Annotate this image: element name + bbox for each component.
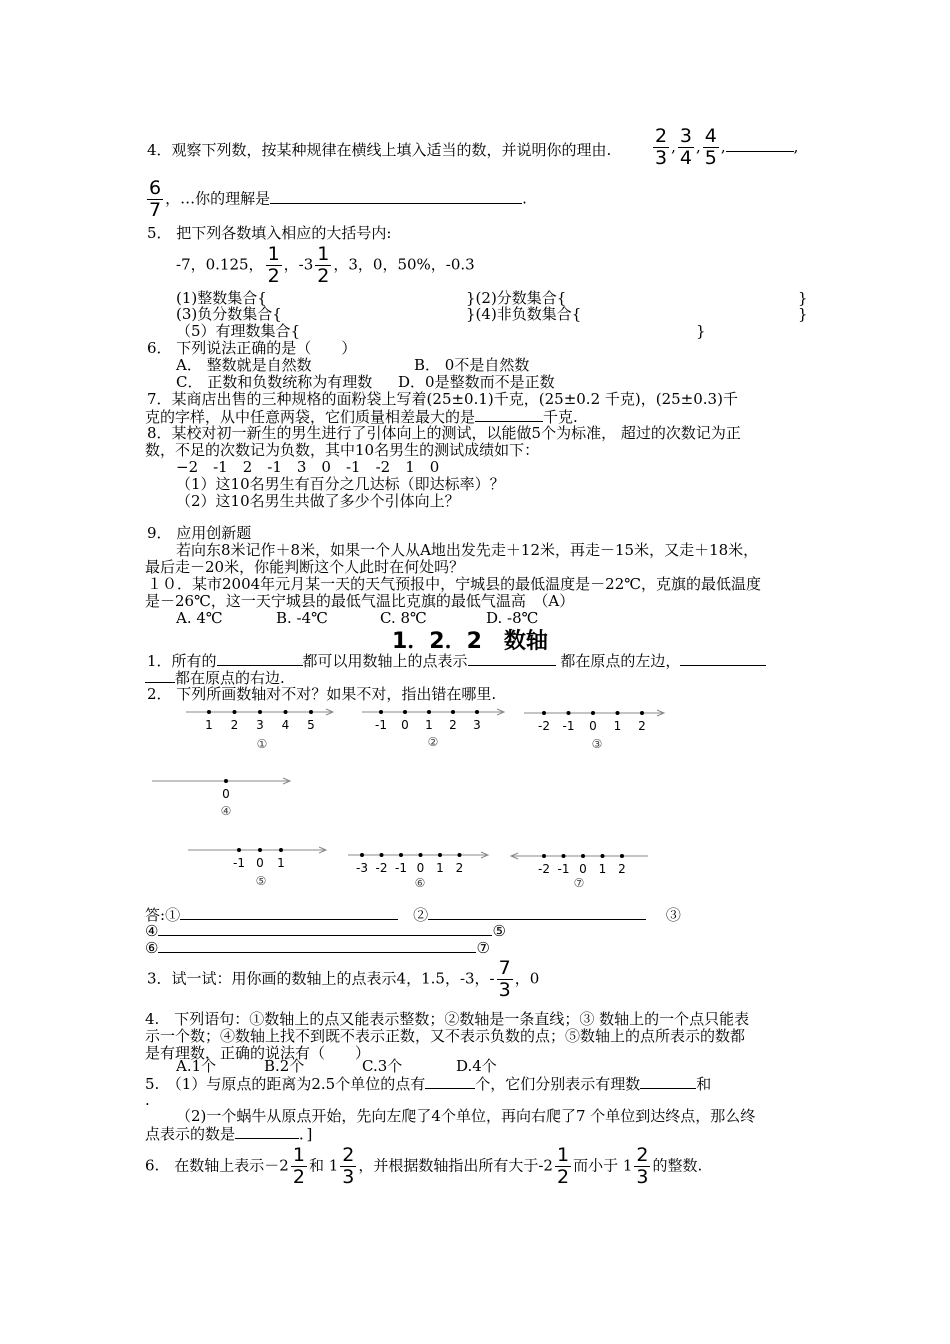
marker-4: ④ — [145, 922, 159, 940]
s4-line3: 是有理数．正确的说法有（ ） — [145, 1044, 371, 1062]
marker-7: ⑦ — [476, 939, 490, 957]
answer-blank[interactable] — [468, 652, 556, 666]
integer-set-label: (1)整数集合{ — [176, 289, 267, 307]
q10-option-b[interactable]: B. -4℃ — [276, 609, 328, 627]
s5-text: 和 — [696, 1075, 712, 1093]
tick-point — [438, 853, 442, 857]
negative-fraction-set-label: (3)负分数集合{ — [176, 305, 282, 323]
s6-text: 的整数. — [652, 1156, 703, 1175]
fraction-set-label: }(2)分数集合{ — [466, 289, 567, 307]
tick-label: -1 — [557, 862, 570, 876]
numerator: 7 — [498, 957, 511, 979]
tick-label: 1 — [425, 718, 433, 732]
q8-scores: −2 -1 2 -1 3 0 -1 -2 1 0 — [176, 458, 440, 476]
answer-line3 — [145, 939, 490, 957]
numerator: 6 — [149, 177, 162, 199]
q5-numbers — [176, 244, 475, 287]
tick-point — [224, 779, 228, 783]
rational-set-label: （5）有理数集合{ — [176, 322, 301, 340]
s2-stem: 2． 下列所画数轴对不对？如果不对，指出错在哪里. — [147, 685, 497, 703]
tick-label: -2 — [538, 862, 550, 876]
numerator: 2 — [636, 1144, 649, 1166]
tick-point — [419, 853, 423, 857]
fraction — [340, 1145, 356, 1188]
brace-close: } — [798, 289, 808, 307]
fraction — [678, 126, 694, 169]
marker-6: ⑥ — [145, 939, 159, 957]
s4-option-b[interactable]: B.2个 — [264, 1057, 305, 1075]
q5-nums: ，-3 — [283, 255, 314, 274]
fraction — [497, 958, 513, 1001]
tick-point — [309, 710, 313, 714]
figure-label: ⑦ — [573, 876, 585, 890]
tick-point — [379, 710, 383, 714]
tick-point — [567, 711, 571, 715]
tick-label: 0 — [416, 861, 425, 875]
q6-option-d[interactable]: D．0是整数而不是正数 — [398, 373, 555, 391]
s5-text: 5. （1）与原点的距离为2.5个单位的点有 — [145, 1075, 426, 1093]
denominator: 3 — [498, 979, 511, 1001]
brace-close: } — [798, 305, 808, 323]
s5-text: 点表示的数是 — [145, 1125, 236, 1143]
tick-label: 3 — [473, 718, 481, 732]
marker-1: ① — [165, 906, 181, 924]
s1-text: 都可以用数轴上的点表示 — [302, 652, 468, 670]
answer-blank[interactable] — [158, 939, 476, 953]
tick-label: 0 — [256, 856, 264, 870]
denominator: 2 — [267, 265, 280, 287]
s3-line — [147, 958, 539, 1001]
q4-line2 — [145, 178, 527, 221]
q8-sub1: （1）这10名男生有百分之几达标（即达标率）？ — [176, 475, 505, 493]
tick-label: -1 — [395, 861, 407, 875]
nonnegative-set-label: }(4)非负数集合{ — [466, 305, 582, 323]
number-line-5 — [188, 847, 326, 888]
s4-option-a[interactable]: A.1个 — [176, 1057, 217, 1075]
q10-option-c[interactable]: C. 8℃ — [380, 609, 427, 627]
number-line-4 — [152, 778, 290, 818]
tick-label: 2 — [618, 862, 626, 876]
numerator: 1 — [317, 243, 330, 265]
q9-heading: 9． 应用创新题 — [147, 524, 252, 542]
tick-label: 2 — [230, 718, 239, 732]
answer-line2 — [145, 922, 506, 940]
tick-point — [284, 710, 288, 714]
figure-label: ② — [427, 735, 439, 749]
tick-point — [399, 853, 403, 857]
s6-text: 6. 在数轴上表示－2 — [145, 1156, 289, 1175]
s3-text: 3．试一试：用你画的数轴上的点表示4，1.5，-3，- — [147, 969, 495, 988]
s1-text: 都在原点的左边， — [560, 652, 681, 670]
tick-point — [475, 710, 479, 714]
s5-line3: （2)一个蜗牛从原点开始，先向左爬了4个单位，再向右爬了7 个单位到达终点，那么终 — [176, 1107, 756, 1125]
tick-point — [542, 711, 546, 715]
q8-line1: 8．某校对初一新生的男生进行了引体向上的测试，以能做5个为标准， 超过的次数记为正 — [147, 424, 741, 442]
tick-label: 3 — [256, 718, 264, 732]
denominator: 2 — [317, 265, 330, 287]
tick-point — [237, 848, 241, 852]
q5-nums: -7，0.125， — [176, 255, 264, 274]
q6-stem: 6． 下列说法正确的是（ ） — [147, 339, 357, 357]
answer-blank[interactable] — [180, 906, 398, 920]
q9-line2: 若向东8米记作＋8米，如果一个人从A地出发先走＋12米，再走－15米，又走＋18米， — [176, 541, 759, 559]
tick-label: 4 — [281, 718, 290, 732]
s6-text: 和 1 — [308, 1156, 339, 1175]
s4-line1: 4. 下列语句：①数轴上的点又能表示整数；②数轴是一条直线；③ 数轴上的一个点只能表 — [145, 1010, 750, 1028]
tick-point — [616, 711, 620, 715]
tick-label: 1 — [205, 718, 213, 732]
tick-label: -2 — [375, 861, 388, 875]
fraction — [555, 1145, 571, 1188]
answer-blank[interactable] — [428, 906, 646, 920]
q9-line3: 最后走－20米，你能判断这个人此时在何处吗？ — [145, 558, 465, 576]
tick-label: 2 — [449, 718, 457, 732]
q4-line1 — [147, 142, 611, 159]
denominator: 7 — [149, 199, 162, 221]
fraction — [147, 178, 163, 221]
tick-label: 1 — [277, 856, 285, 870]
marker-5: ⑤ — [492, 922, 506, 940]
q10-line2: 是－26℃，这一天宁城县的最低气温比克旗的最低气温高 （A） — [145, 592, 575, 610]
answer-blank[interactable] — [145, 669, 175, 683]
tick-point — [601, 854, 605, 858]
answer-blank[interactable] — [217, 652, 303, 666]
tick-point — [360, 853, 364, 857]
s5-text: 个，它们分别表示有理数 — [475, 1075, 641, 1093]
q8-line2: 数，不足的次数记为负数，其中10名男生的测试成绩如下： — [145, 441, 540, 459]
tick-point — [258, 710, 262, 714]
tick-point — [562, 854, 566, 858]
denominator: 4 — [679, 147, 692, 169]
tick-point — [458, 853, 462, 857]
tick-label: 5 — [307, 718, 315, 732]
denominator: 5 — [704, 147, 717, 169]
tick-label: 2 — [638, 719, 646, 733]
s1-line1 — [147, 652, 766, 670]
q8-sub2: （2）这10名男生共做了多少个引体向上？ — [176, 492, 460, 510]
number-line-3 — [524, 710, 664, 751]
figure-label: ⑥ — [414, 876, 426, 890]
figure-label: ③ — [591, 737, 603, 751]
numerator: 3 — [679, 125, 692, 147]
s6-text: ，并根据数轴指出所有大于-2 — [358, 1156, 553, 1175]
fraction — [315, 244, 331, 287]
tick-label: 0 — [589, 719, 597, 733]
numerator: 1 — [292, 1144, 305, 1166]
tick-label: -3 — [356, 861, 368, 875]
s5-line4 — [145, 1125, 312, 1143]
tick-point — [380, 853, 384, 857]
denominator: 2 — [292, 1166, 305, 1188]
s6-text: 而小于 1 — [573, 1156, 633, 1175]
denominator: 2 — [556, 1166, 570, 1188]
q10-option-a[interactable]: A. 4℃ — [176, 609, 223, 627]
tick-point — [258, 848, 262, 852]
tick-point — [403, 710, 407, 714]
q10-line1: １０．某市2004年元月某一天的天气预报中，宁城县的最低温度是－22℃，克旗的最低温度 — [147, 575, 762, 593]
q4-intro: 4．观察下列数，按某种规律在横线上填入适当的数，并说明你的理由. — [147, 141, 612, 159]
tick-label: 1 — [598, 862, 607, 876]
denominator: 3 — [655, 147, 668, 169]
fraction — [266, 244, 282, 287]
tick-point — [620, 854, 624, 858]
q6-option-c[interactable]: C． 正数和负数统称为有理数 — [176, 373, 373, 391]
number-line-7 — [511, 853, 648, 890]
tick-point — [581, 854, 585, 858]
answer-blank[interactable] — [680, 652, 766, 666]
tick-point — [427, 710, 431, 714]
answer-prefix: 答: — [145, 906, 166, 924]
marker-2: ② — [413, 906, 429, 924]
figure-label: ⑤ — [255, 874, 267, 888]
tick-point — [451, 710, 455, 714]
s5-line2: . — [145, 1091, 150, 1109]
fraction — [653, 126, 669, 169]
q4-fraction-sequence: $\frac{2}{3}$ , $\frac{3}{4}$ , $\frac{4}{5}$ , , — [655, 125, 799, 169]
answer-blank[interactable] — [158, 922, 492, 936]
tick-point — [640, 711, 644, 715]
q6-option-a[interactable]: A． 整数就是自然数 — [176, 356, 312, 374]
numerator: 2 — [655, 125, 668, 147]
s3-text: ，0 — [514, 969, 540, 988]
tick-point — [542, 854, 546, 858]
denominator: 3 — [342, 1166, 355, 1188]
tick-label: 2 — [455, 861, 464, 875]
answer-blank[interactable] — [270, 190, 522, 204]
tick-label: 1 — [436, 861, 444, 875]
tick-label: -1 — [562, 719, 575, 733]
number-line-6 — [348, 852, 488, 890]
tick-label: 0 — [579, 862, 587, 876]
s4-option-c[interactable]: C.3个 — [362, 1057, 403, 1075]
tick-label: -2 — [538, 719, 550, 733]
fraction — [703, 126, 719, 169]
q5-nums: ，3，0，50%，-0.3 — [333, 255, 475, 274]
s4-line2: 示一个数；④数轴上找不到既不表示正数，又不表示负数的点；⑤数轴上的点所表示的数都 — [145, 1027, 746, 1045]
q7-text: 克的字样，从中任意两袋，它们质量相差最大的是 — [145, 408, 476, 426]
denominator: 3 — [636, 1166, 649, 1188]
fraction — [634, 1145, 650, 1188]
numerator: 1 — [267, 243, 280, 265]
tick-point — [207, 710, 211, 714]
fraction — [291, 1145, 307, 1188]
brace-close: } — [696, 322, 706, 340]
q7-unit: 千克. — [543, 408, 578, 426]
q6-option-b[interactable]: B． 0不是自然数 — [414, 356, 530, 374]
number-line-2 — [362, 709, 504, 749]
tick-label: 1 — [613, 719, 622, 733]
answer-blank[interactable] — [425, 1075, 475, 1089]
period: . — [522, 189, 527, 208]
figure-label: ④ — [220, 804, 232, 818]
s6-line — [145, 1145, 702, 1188]
tick-label: -1 — [375, 718, 387, 732]
s1-text: 1．所有的 — [147, 652, 217, 670]
number-line-figures — [0, 700, 950, 940]
section-title: 1．2．2 数轴 — [392, 629, 548, 654]
q10-option-d[interactable]: D. -8℃ — [486, 609, 539, 627]
numerator: 1 — [556, 1144, 570, 1166]
q7-line1: 7．某商店出售的三种规格的面粉袋上写着(25±0.1)千克，(25±0.2 千克)，(25±0.3)千 — [147, 390, 738, 408]
marker-3: ③ — [665, 906, 681, 924]
answer-blank[interactable] — [475, 408, 543, 422]
tick-label: 0 — [222, 787, 230, 801]
figure-label: ① — [256, 737, 268, 751]
tick-point — [279, 848, 283, 852]
q5-intro: 5． 把下列各数填入相应的大括号内: — [147, 224, 392, 242]
numerator: 4 — [704, 125, 717, 147]
q4-understanding-label: ，…你的理解是 — [165, 189, 271, 208]
number-line-1 — [186, 709, 333, 751]
tick-label: 0 — [401, 718, 409, 732]
s5-text: ．] — [299, 1125, 313, 1143]
answer-blank[interactable] — [640, 1075, 696, 1089]
s5-line1 — [145, 1075, 711, 1093]
answer-blank[interactable] — [235, 1125, 299, 1139]
numerator: 2 — [342, 1144, 355, 1166]
s4-option-d[interactable]: D.4个 — [456, 1057, 497, 1075]
tick-point — [591, 711, 595, 715]
s1-text: 都在原点的右边. — [175, 669, 285, 687]
tick-label: -1 — [233, 856, 245, 870]
answer-blank[interactable] — [726, 138, 794, 152]
tick-point — [233, 710, 237, 714]
